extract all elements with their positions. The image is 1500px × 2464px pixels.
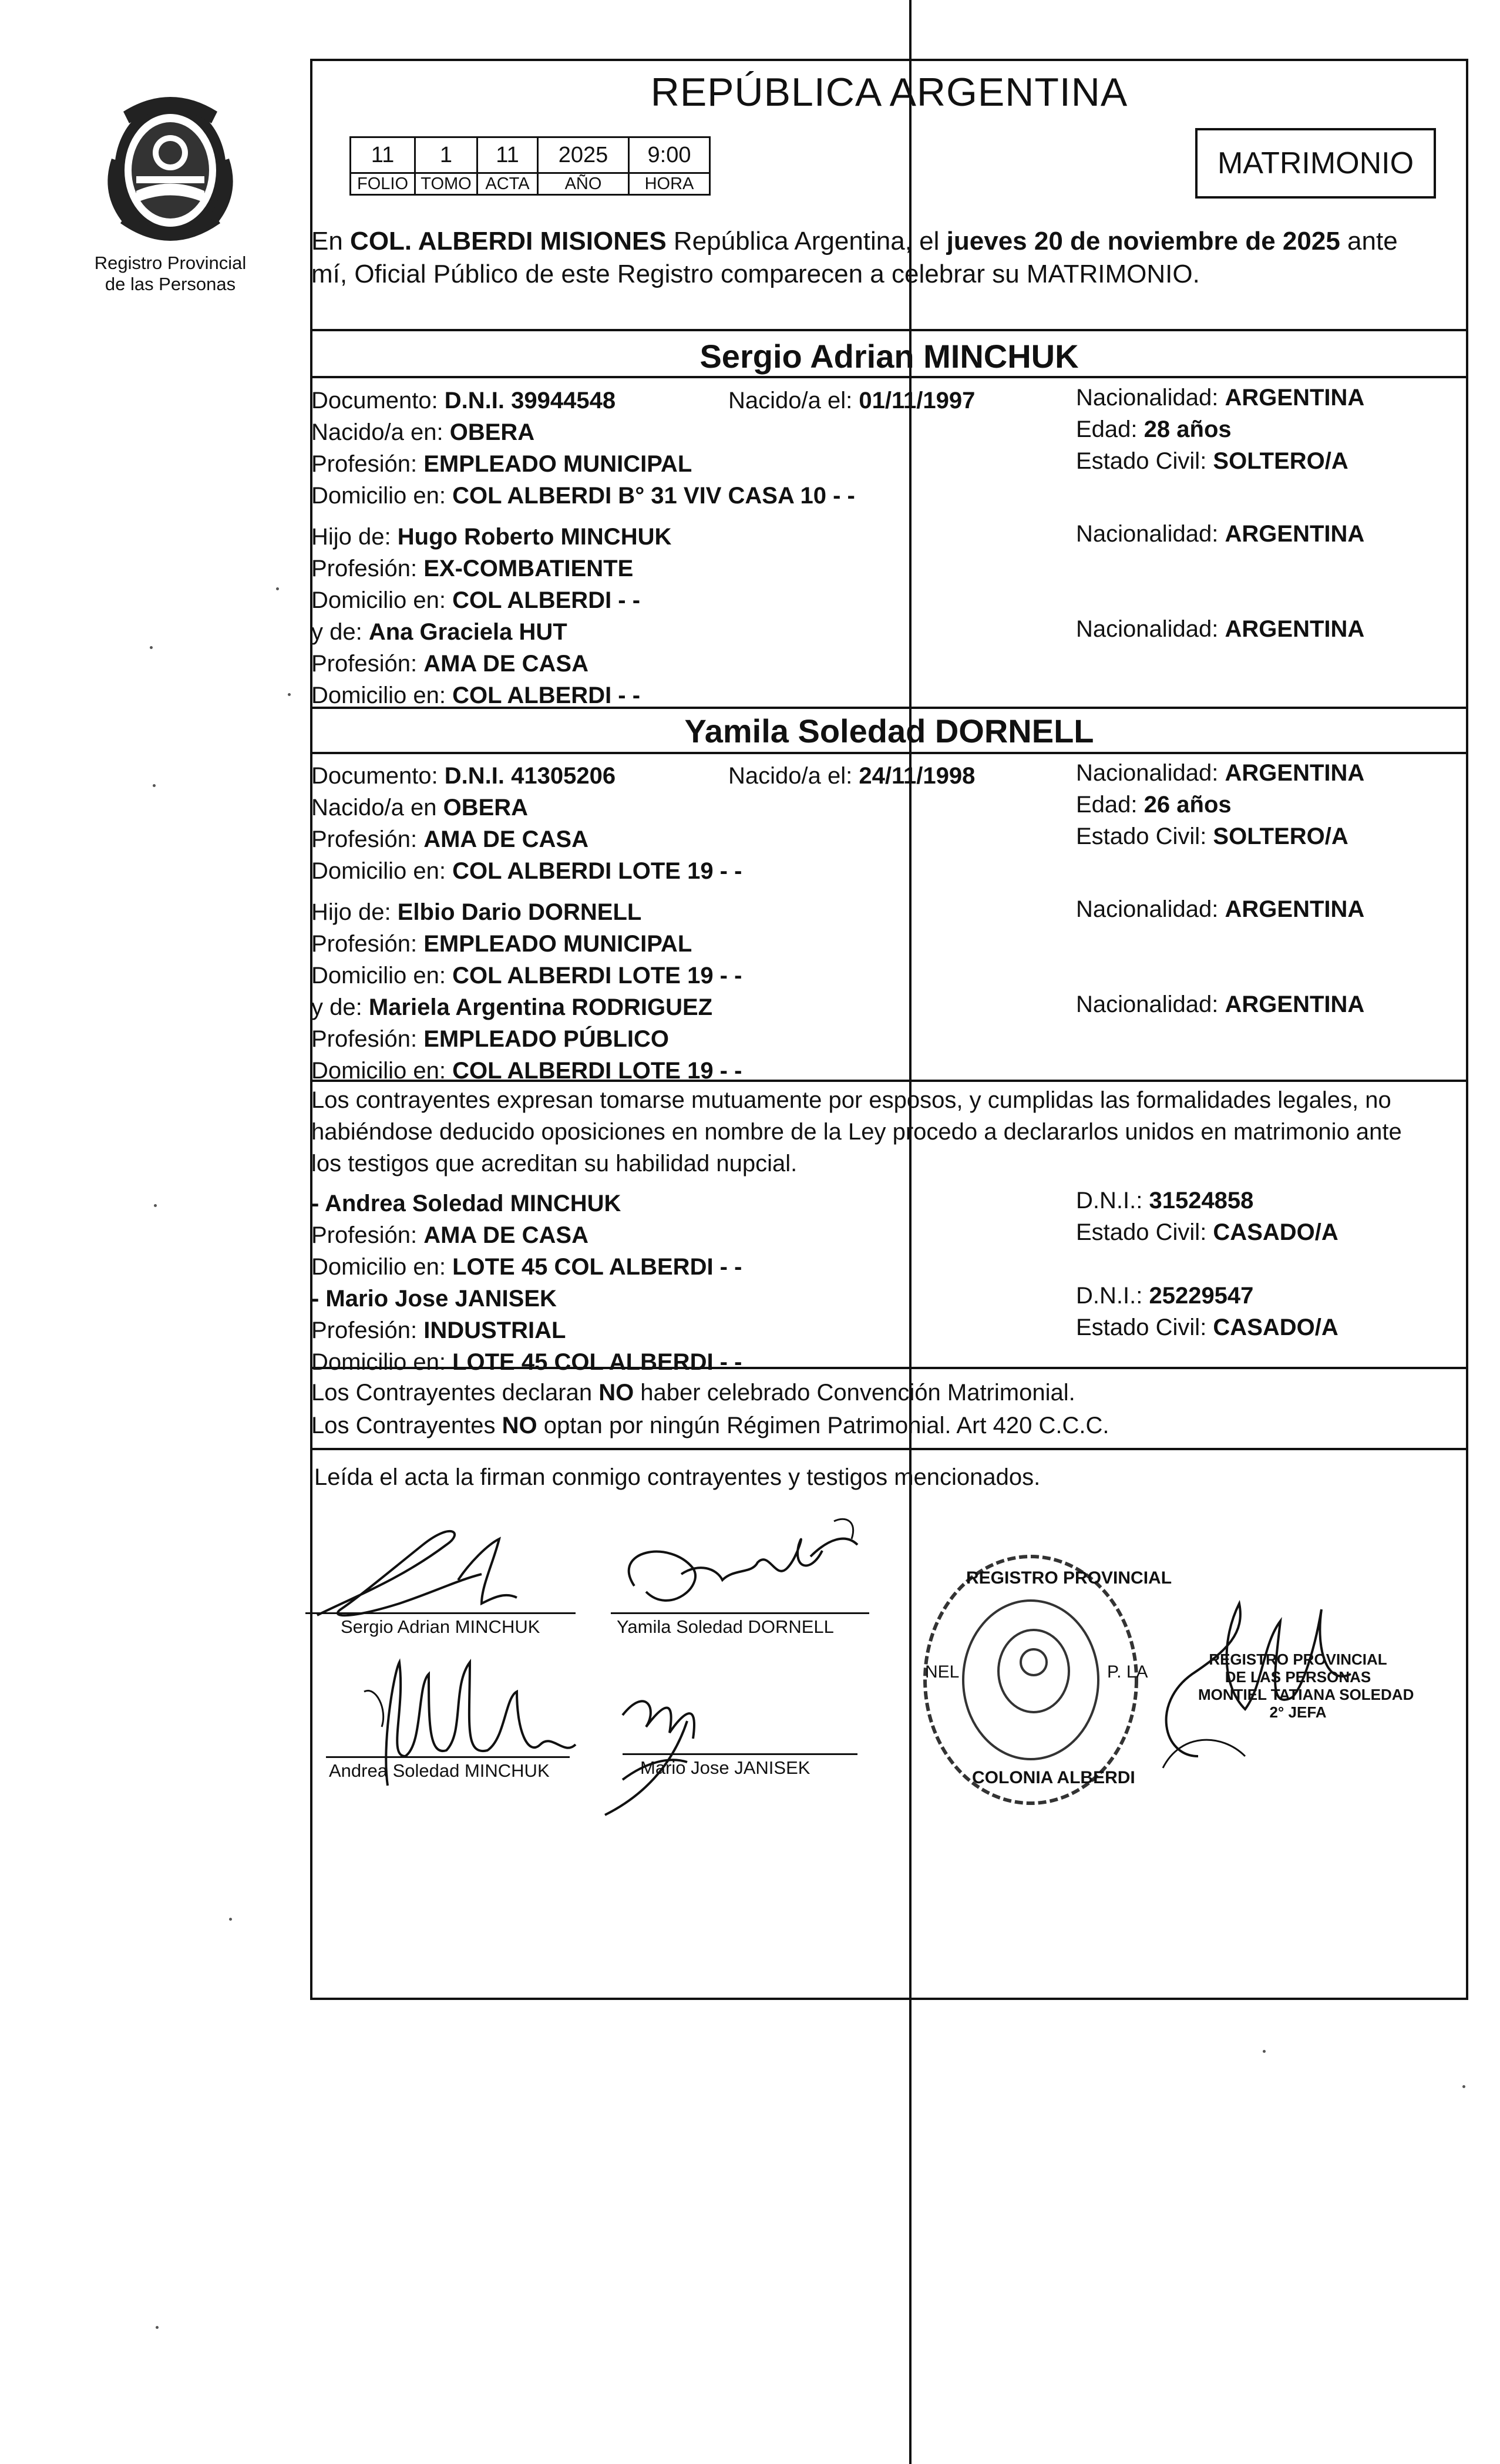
stamp-ring-top: REGISTRO PROVINCIAL: [966, 1568, 1172, 1588]
bride-mother: y de: Mariela Argentina RODRIGUEZ: [311, 994, 713, 1020]
groom-birthdate: Nacido/a el: 01/11/1997: [728, 388, 976, 414]
groom-profession: Profesión: EMPLEADO MUNICIPAL: [311, 451, 692, 477]
official-stamp-line-2: DE LAS PERSONAS: [1225, 1668, 1371, 1686]
registry-stamp: [913, 1545, 1172, 1815]
official-stamp: [1198, 1650, 1414, 1721]
witness-2-address: Domicilio en: LOTE 45 COL ALBERDI - -: [311, 1349, 742, 1375]
witness-1-address: Domicilio en: LOTE 45 COL ALBERDI - -: [311, 1254, 742, 1280]
groom-father: Hijo de: Hugo Roberto MINCHUK: [311, 524, 672, 550]
hour-label: HORA: [629, 173, 710, 195]
groom-document: Documento: D.N.I. 39944548: [311, 388, 616, 414]
groom-mother-nationality: Nacionalidad: ARGENTINA: [1076, 616, 1365, 642]
scan-speck: [1462, 2085, 1465, 2088]
folio-value: 11: [351, 137, 415, 173]
scan-speck: [288, 693, 291, 696]
hour-value: 9:00: [629, 137, 710, 173]
signature-groom-image: [305, 1510, 611, 1633]
record-table: [349, 136, 711, 196]
scan-speck: [229, 1918, 232, 1921]
signature-line-witness-1: [326, 1756, 570, 1758]
groom-age: Edad: 28 años: [1076, 416, 1232, 442]
stamp-right-text: P. LA: [1107, 1662, 1148, 1682]
signature-line-witness-2: [623, 1753, 857, 1755]
declaration-line-2: habiéndose deducido oposiciones en nombre de la Ley procedo a declararlos unidos en matrimonio ante: [311, 1119, 1402, 1145]
signature-label-bride: Yamila Soledad DORNELL: [617, 1616, 834, 1637]
bride-father-address: Domicilio en: COL ALBERDI LOTE 19 - -: [311, 963, 742, 989]
bride-age: Edad: 26 años: [1076, 792, 1232, 818]
bride-birthdate: Nacido/a el: 24/11/1998: [728, 763, 976, 789]
intro-line-2: mí, Oficial Público de este Registro comparecen a celebrar su MATRIMONIO.: [311, 260, 1200, 288]
groom-father-profession: Profesión: EX-COMBATIENTE: [311, 556, 634, 581]
scan-speck: [154, 1204, 157, 1207]
declaration-line-1: Los contrayentes expresan tomarse mutuamente por esposos, y cumplidas las formalidades legales, no: [311, 1087, 1391, 1113]
stamp-ring-bottom: COLONIA ALBERDI: [972, 1768, 1135, 1787]
folio-label: FOLIO: [351, 173, 415, 195]
bride-mother-nationality: Nacionalidad: ARGENTINA: [1076, 991, 1365, 1017]
witness-2-name: - Mario Jose JANISEK: [311, 1286, 557, 1312]
divider-regime: [310, 1448, 1468, 1450]
signature-witness-2-image: [587, 1662, 893, 1827]
groom-mother-address: Domicilio en: COL ALBERDI - -: [311, 683, 641, 708]
tomo-label: TOMO: [415, 173, 477, 195]
official-stamp-line-3: MONTIEL TATIANA SOLEDAD: [1198, 1686, 1414, 1703]
witness-2-civil-status: Estado Civil: CASADO/A: [1076, 1315, 1338, 1340]
scan-speck: [153, 784, 156, 787]
groom-birthplace: Nacido/a en: OBERA: [311, 419, 535, 445]
witness-1-profession: Profesión: AMA DE CASA: [311, 1222, 588, 1248]
bride-father-profession: Profesión: EMPLEADO MUNICIPAL: [311, 931, 692, 957]
acta-label: ACTA: [477, 173, 538, 195]
divider-bride-name: [310, 752, 1468, 754]
divider-intro: [310, 329, 1468, 331]
page-title: REPÚBLICA ARGENTINA: [650, 70, 1128, 115]
official-stamp-line-4: 2° JEFA: [1269, 1703, 1327, 1721]
witness-1-dni: D.N.I.: 31524858: [1076, 1188, 1254, 1213]
witness-1-name: - Andrea Soledad MINCHUK: [311, 1191, 621, 1216]
scan-speck: [1263, 2050, 1266, 2053]
signature-line-bride: [611, 1612, 869, 1614]
stamp-left-text: NEL: [925, 1662, 960, 1682]
signature-label-witness-2: Mario Jose JANISEK: [640, 1757, 810, 1778]
scan-speck: [156, 2326, 159, 2329]
registry-name-line2: de las Personas: [105, 274, 236, 294]
groom-father-nationality: Nacionalidad: ARGENTINA: [1076, 521, 1365, 547]
witness-2-dni: D.N.I.: 25229547: [1076, 1283, 1254, 1309]
groom-father-address: Domicilio en: COL ALBERDI - -: [311, 587, 641, 613]
bride-father: Hijo de: Elbio Dario DORNELL: [311, 899, 642, 925]
groom-nationality: Nacionalidad: ARGENTINA: [1076, 385, 1365, 411]
signature-line-groom: [305, 1612, 576, 1614]
groom-civil-status: Estado Civil: SOLTERO/A: [1076, 448, 1348, 474]
tomo-value: 1: [415, 137, 477, 173]
divider-groom-name: [310, 376, 1468, 378]
signature-label-witness-1: Andrea Soledad MINCHUK: [329, 1760, 550, 1781]
signature-label-groom: Sergio Adrian MINCHUK: [341, 1616, 540, 1637]
groom-address: Domicilio en: COL ALBERDI B° 31 VIV CASA 10 - -: [311, 483, 855, 509]
bride-address: Domicilio en: COL ALBERDI LOTE 19 - -: [311, 858, 742, 884]
groom-name: Sergio Adrian MINCHUK: [699, 338, 1079, 375]
closing-statement: Leída el acta la firman conmigo contrayentes y testigos mencionados.: [314, 1464, 1041, 1490]
regime-line-1: Los Contrayentes declaran NO haber celebrado Convención Matrimonial.: [311, 1380, 1075, 1406]
bride-profession: Profesión: AMA DE CASA: [311, 826, 588, 852]
registry-logo: [70, 88, 270, 295]
witness-2-profession: Profesión: INDUSTRIAL: [311, 1317, 566, 1343]
groom-mother: y de: Ana Graciela HUT: [311, 619, 567, 645]
bride-civil-status: Estado Civil: SOLTERO/A: [1076, 823, 1348, 849]
bride-mother-profession: Profesión: EMPLEADO PÚBLICO: [311, 1026, 670, 1052]
witness-1-civil-status: Estado Civil: CASADO/A: [1076, 1219, 1338, 1245]
scan-speck: [276, 587, 279, 590]
act-type-box: MATRIMONIO: [1195, 128, 1436, 199]
bride-father-nationality: Nacionalidad: ARGENTINA: [1076, 896, 1365, 922]
declaration-line-3: los testigos que acreditan su habilidad nupcial.: [311, 1151, 798, 1176]
scan-speck: [150, 646, 153, 649]
bride-birthplace: Nacido/a en OBERA: [311, 795, 529, 821]
bride-document: Documento: D.N.I. 41305206: [311, 763, 616, 789]
province-seal-icon: [100, 88, 241, 253]
regime-line-2: Los Contrayentes NO optan por ningún Régimen Patrimonial. Art 420 C.C.C.: [311, 1413, 1109, 1438]
bride-nationality: Nacionalidad: ARGENTINA: [1076, 760, 1365, 786]
bride-name: Yamila Soledad DORNELL: [684, 712, 1094, 749]
year-label: AÑO: [538, 173, 629, 195]
official-stamp-line-1: REGISTRO PROVINCIAL: [1209, 1650, 1387, 1668]
registry-name-line1: Registro Provincial: [94, 253, 247, 273]
acta-value: 11: [477, 137, 538, 173]
year-value: 2025: [538, 137, 629, 173]
bride-mother-address: Domicilio en: COL ALBERDI LOTE 19 - -: [311, 1058, 742, 1084]
groom-mother-profession: Profesión: AMA DE CASA: [311, 651, 588, 677]
intro-line-1: En COL. ALBERDI MISIONES República Argentina, el jueves 20 de noviembre de 2025 ante: [311, 227, 1398, 256]
